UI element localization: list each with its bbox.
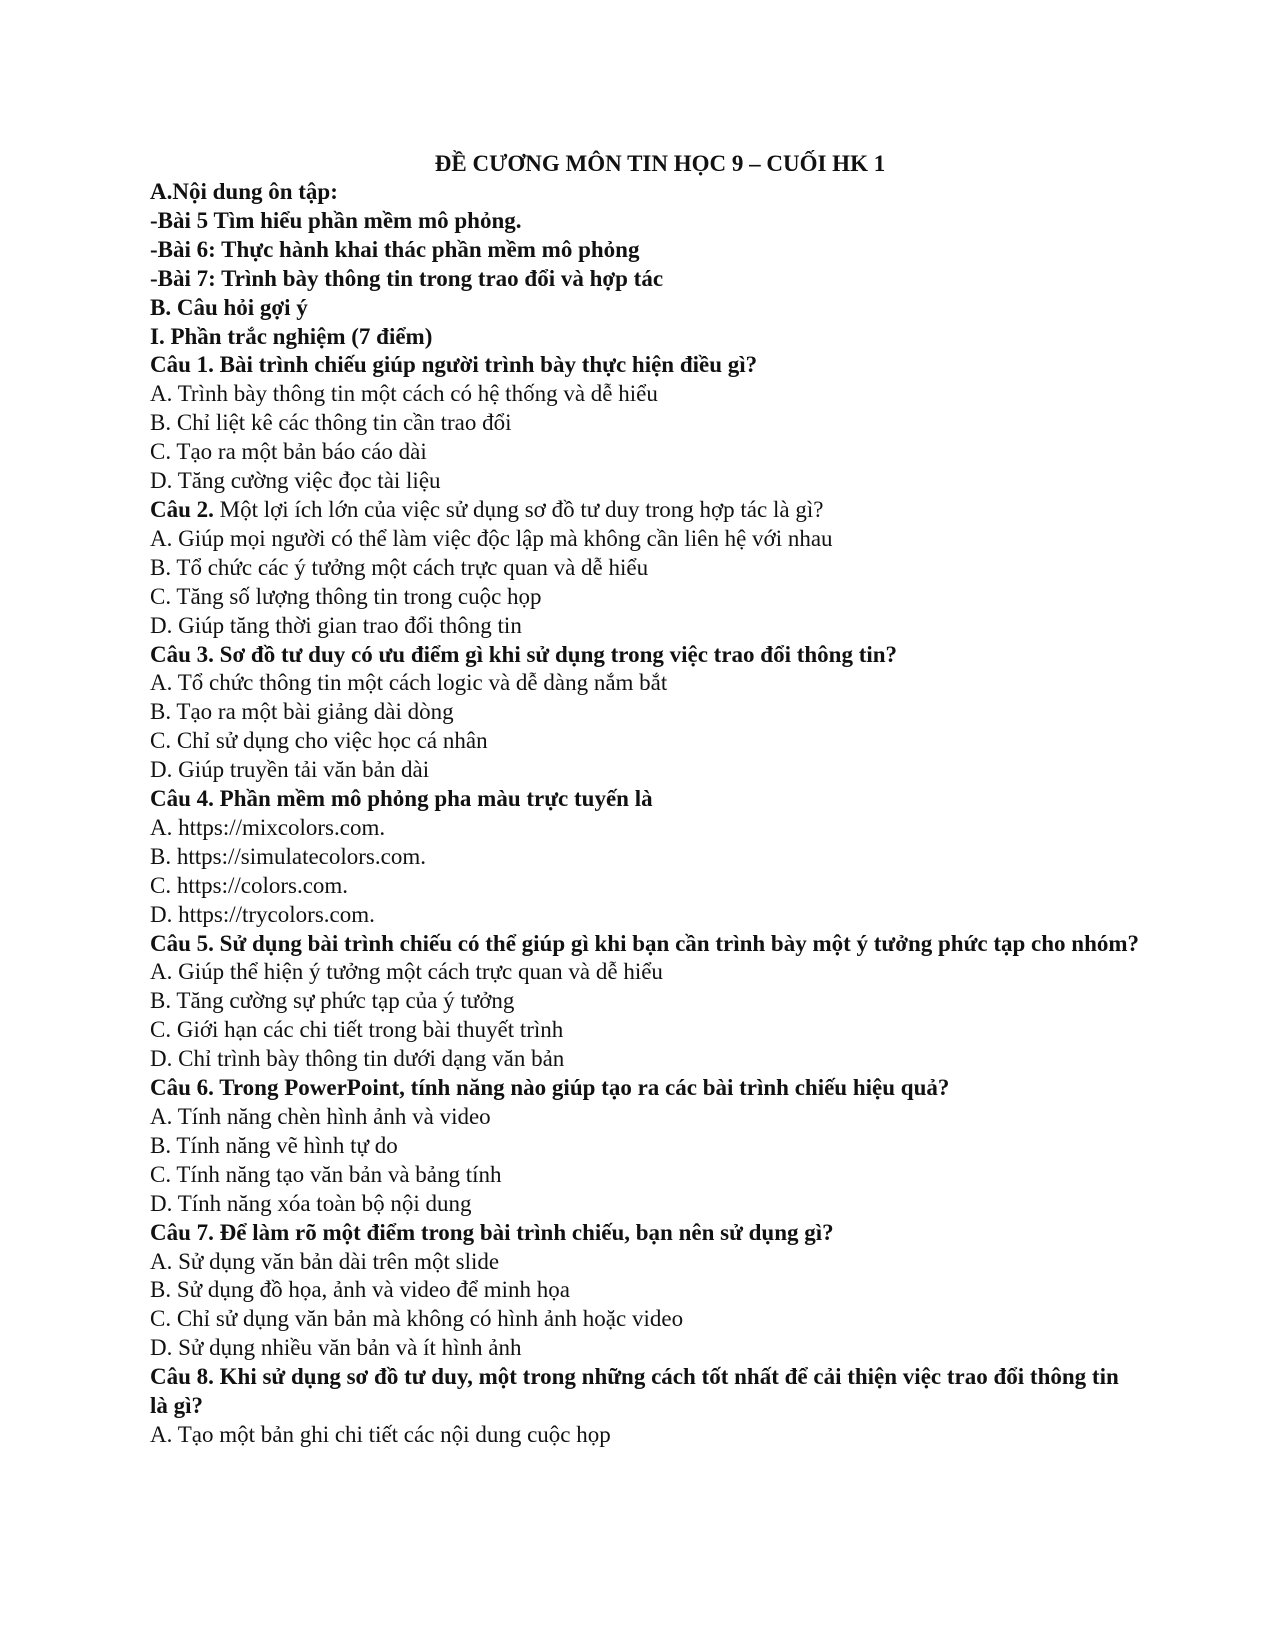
- question-5: [150, 930, 1140, 959]
- option: A. Giúp thể hiện ý tưởng một cách trực quan và dễ hiểu: [150, 959, 663, 985]
- option: B. Tăng cường sự phức tạp của ý tưởng: [150, 988, 515, 1014]
- option: C. Tăng số lượng thông tin trong cuộc họp: [150, 583, 542, 609]
- option: A. Sử dụng văn bản dài trên một slide: [150, 1248, 500, 1274]
- option: C. Tạo ra một bản báo cáo dài: [150, 439, 427, 465]
- review-heading: A.Nội dung ôn tập:: [150, 179, 338, 204]
- question-1: [150, 351, 1140, 380]
- option: D. Tính năng xóa toàn bộ nội dung: [150, 1190, 472, 1216]
- question-text: Sử dụng bài trình chiếu có thể giúp gì khi bạn cần trình bày một ý tưởng phức tạp cho nhóm?: [213, 930, 1140, 956]
- option: C. Giới hạn các chi tiết trong bài thuyết trình: [150, 1017, 564, 1043]
- option: C. Tính năng tạo văn bản và bảng tính: [150, 1161, 502, 1187]
- lesson-item: -Bài 5 Tìm hiểu phần mềm mô phỏng.: [150, 207, 522, 233]
- question-label: Câu 8: [150, 1364, 209, 1390]
- question-text: Để làm rõ một điểm trong bài trình chiếu, bạn nên sử dụng gì?: [213, 1219, 834, 1245]
- option: C. Chỉ sử dụng cho việc học cá nhân: [150, 728, 488, 754]
- question-text: . Bài trình chiếu giúp người trình bày thực hiện điều gì?: [208, 352, 758, 378]
- option: A. Giúp mọi người có thể làm việc độc lập mà không cần liên hệ với nhau: [150, 525, 833, 551]
- option: B. Tính năng vẽ hình tự do: [150, 1132, 398, 1158]
- question-text: Sơ đồ tư duy có ưu điểm gì khi sử dụng trong việc trao đổi thông tin?: [213, 641, 898, 667]
- option: D. Tăng cường việc đọc tài liệu: [150, 468, 441, 494]
- option: C. https://colors.com.: [150, 872, 349, 898]
- question-label: Câu 3.: [150, 641, 214, 667]
- option: B. Tạo ra một bài giảng dài dòng: [150, 699, 454, 725]
- document-body: [150, 150, 1140, 1450]
- option: A. Trình bày thông tin một cách có hệ thống và dễ hiểu: [150, 381, 658, 407]
- question-label: Câu 6.: [150, 1075, 214, 1101]
- question-label: Câu 7.: [150, 1219, 214, 1245]
- question-text: . Khi sử dụng sơ đồ tư duy, một trong những cách tốt nhất để cải thiện việc trao đổi thông tin là gì?: [150, 1364, 1119, 1419]
- option: B. Sử dụng đồ họa, ảnh và video để minh họa: [150, 1277, 571, 1303]
- option: B. Chỉ liệt kê các thông tin cần trao đổi: [150, 410, 512, 436]
- question-3: [150, 641, 1140, 670]
- part-1-heading: I. Phần trắc nghiệm (7 điểm): [150, 323, 433, 349]
- option: A. Tính năng chèn hình ảnh và video: [150, 1104, 491, 1129]
- question-8: [150, 1363, 1140, 1421]
- question-label: Câu 4.: [150, 786, 214, 812]
- option: A. Tổ chức thông tin một cách logic và dễ dàng nắm bắt: [150, 670, 668, 696]
- option: A. https://mixcolors.com.: [150, 814, 386, 840]
- lesson-item: -Bài 6: Thực hành khai thác phần mềm mô phỏng: [150, 236, 640, 262]
- question-label: Câu 1: [150, 352, 209, 378]
- question-4: [150, 785, 1140, 814]
- option: B. https://simulatecolors.com.: [150, 843, 426, 869]
- option: C. Chỉ sử dụng văn bản mà không có hình ảnh hoặc video: [150, 1306, 684, 1332]
- option: D. Giúp tăng thời gian trao đổi thông tin: [150, 612, 522, 638]
- lesson-item: -Bài 7: Trình bày thông tin trong trao đổi và hợp tác: [150, 265, 664, 291]
- option: A. Tạo một bản ghi chi tiết các nội dung cuộc họp: [150, 1421, 611, 1447]
- question-7: [150, 1219, 1140, 1248]
- question-label: Câu 2.: [150, 496, 214, 522]
- question-text: Phần mềm mô phỏng pha màu trực tuyến là: [213, 786, 653, 812]
- option: B. Tổ chức các ý tưởng một cách trực quan và dễ hiểu: [150, 554, 649, 580]
- section-b-heading: B. Câu hỏi gợi ý: [150, 294, 308, 320]
- question-2: [150, 496, 1140, 525]
- option: D. Sử dụng nhiều văn bản và ít hình ảnh: [150, 1335, 522, 1361]
- question-text: Trong PowerPoint, tính năng nào giúp tạo ra các bài trình chiếu hiệu quả?: [213, 1075, 950, 1101]
- option: D. Chỉ trình bày thông tin dưới dạng văn bản: [150, 1046, 565, 1072]
- question-6: [150, 1074, 1140, 1103]
- document-title: ĐỀ CƯƠNG MÔN TIN HỌC 9 – CUỐI HK 1: [434, 151, 886, 176]
- option: D. Giúp truyền tải văn bản dài: [150, 757, 430, 783]
- question-label: Câu 5.: [150, 930, 214, 956]
- question-text: Một lợi ích lớn của việc sử dụng sơ đồ tư duy trong hợp tác là gì?: [213, 496, 824, 522]
- option: D. https://trycolors.com.: [150, 901, 375, 927]
